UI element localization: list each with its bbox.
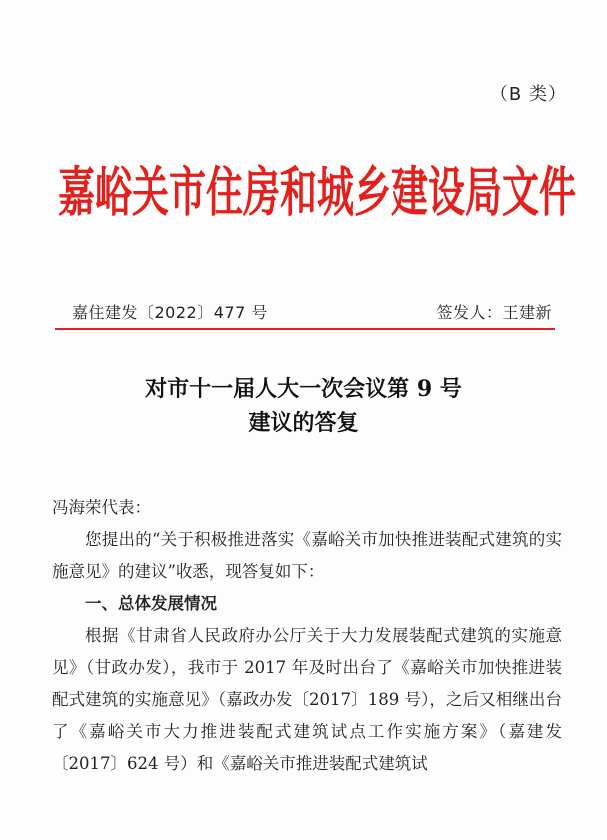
paragraph-2: 根据《甘肃省人民政府办公厅关于大力发展装配式建筑的实施意见》（甘政办发），我市于 2017 年及时出台了《嘉峪关市加快推进装配式建筑的实施意见》（嘉政办发〔2017〕189 号），之后又相继出台了《嘉峪关市大力推进装配式建筑试点工作实施方案》（嘉建发〔2017〕624 号）和《嘉峪关市推进装配式建筑试 xyxy=(52,626,562,773)
section-heading-1: 一、总体发展情况 xyxy=(85,594,217,613)
paragraph-1: 您提出的“关于积极推进落实《嘉峪关市加快推进装配式建筑的实施意见》的建议”收悉，现答复如下： xyxy=(52,530,562,581)
issuer-header: 嘉峪关市住房和城乡建设局文件 xyxy=(58,161,576,224)
signer: 签发人：王建新 xyxy=(436,303,552,322)
document-body xyxy=(52,492,562,780)
document-category: （B 类） xyxy=(489,84,567,105)
title-line-1: 对市十一届人大一次会议第 9 号 xyxy=(145,376,462,402)
salutation: 冯海荣代表： xyxy=(52,498,151,517)
document-number: 嘉住建发〔2022〕477 号 xyxy=(72,303,268,322)
red-divider-line xyxy=(55,328,555,330)
document-title xyxy=(0,372,607,440)
title-line-2: 建议的答复 xyxy=(248,410,359,436)
